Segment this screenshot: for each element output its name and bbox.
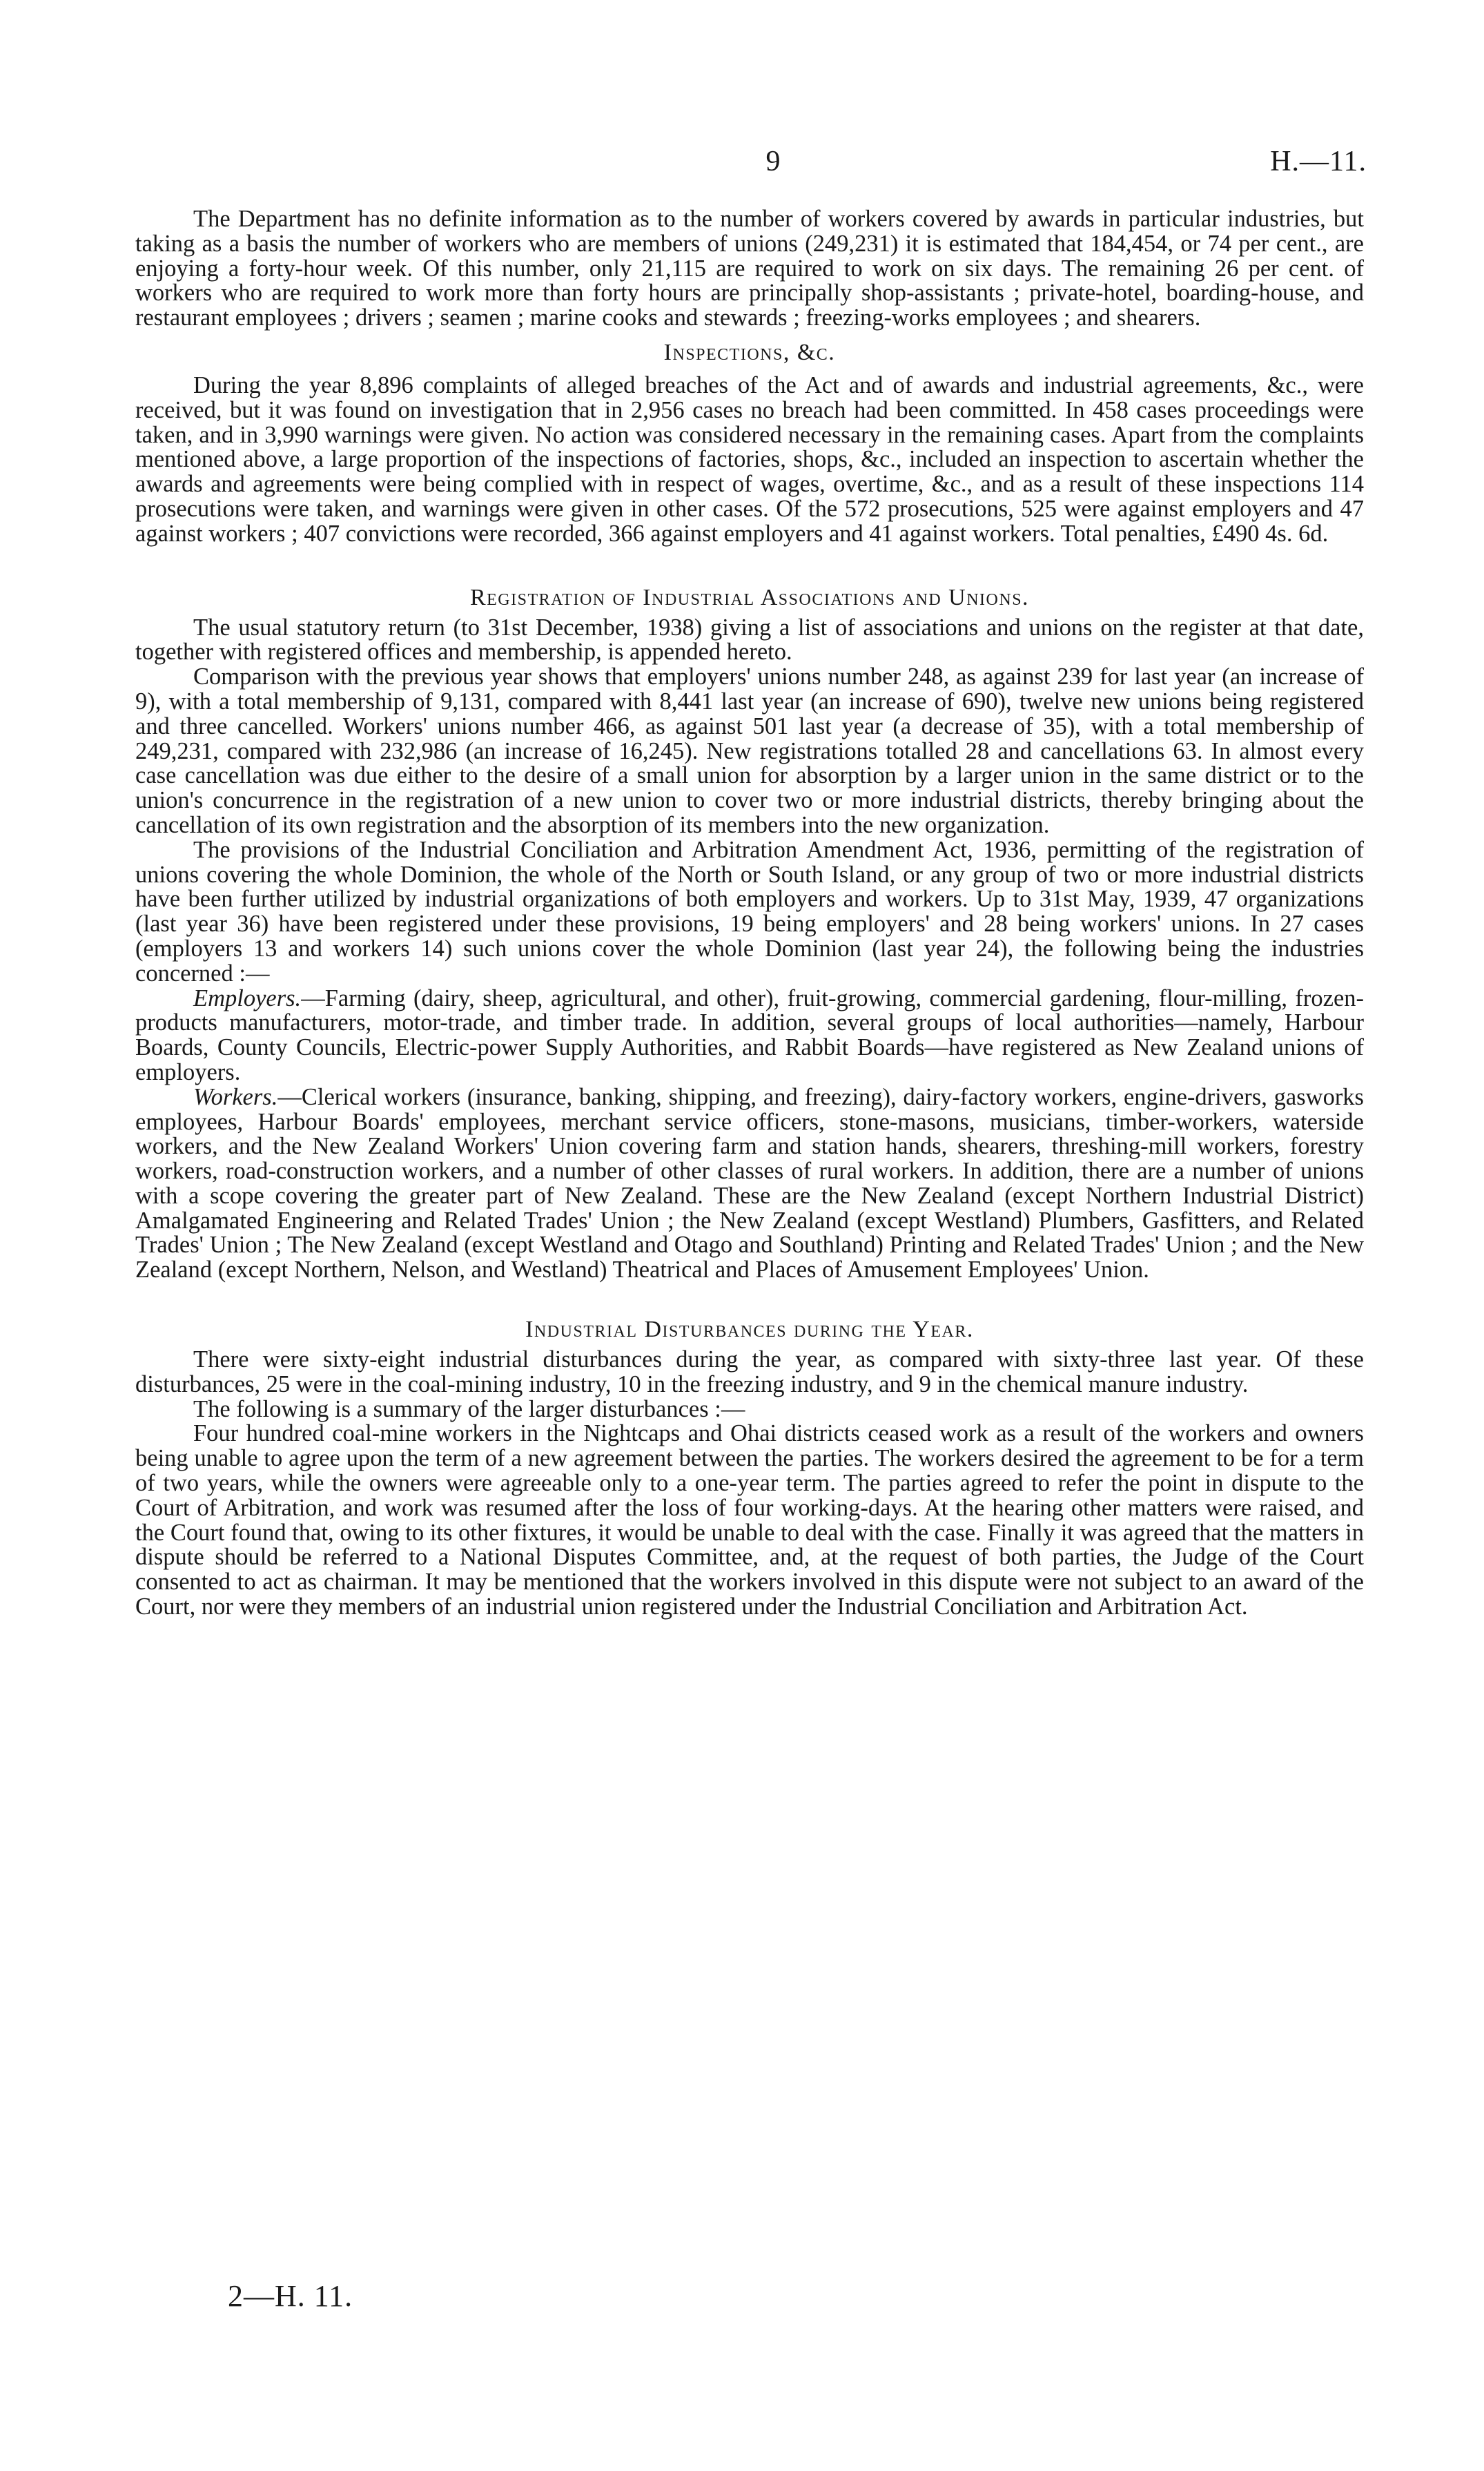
workers-text: —Clerical workers (insurance, banking, shipping, and freezing), dairy-factory workers, engine-drivers, gasworks employees, Harbour Boards' employees, merchant service officers, stone-masons, musicians, timber-workers, waterside workers, and the New Zealand Workers' Union covering farm and station hands, shearers, threshing-mill workers, forestry workers, road-construction workers, and a number of other classes of rural workers. In addition, there are a number of unions with a scope covering the greater part of New Zealand. These are the New Zealand (except Northern Industrial District) Amalgamated Engineering and Related Trades' Union ; the New Zealand (except Westland) Plumbers, Gasfitters, and Related Trades' Union ; The New Zealand (except Westland and Otago and Southland) Printing and Related Trades' Union ; and the New Zealand (except Northern, Nelson, and Westland) Theatrical and Places of Amusement Employees' Union. <box>135 1083 1364 1283</box>
document-body <box>135 207 1364 1620</box>
paragraph-inspections: During the year 8,896 complaints of alleged breaches of the Act and of awards and industrial agreements, &c., were received, but it was found on investigation that in 2,956 cases no breach had been committed. In 458 cases proceedings were taken, and in 3,990 warnings were given. No action was considered necessary in the remaining cases. Apart from the complaints mentioned above, a large proportion of the inspections of factories, shops, &c., included an inspection to ascertain whether the awards and agreements were being complied with in respect of wages, overtime, &c., and as a result of these inspections 114 prosecutions were taken, and warnings were given in other cases. Of the 572 prosecutions, 525 were against employers and 47 against workers ; 407 convictions were recorded, 366 against employers and 41 against workers. Total penalties, £490 4s. 6d. <box>135 371 1364 547</box>
heading-registration: Registration of Industrial Associations and Unions. <box>469 584 1030 610</box>
paragraph-forty-hour-week: The Department has no definite information as to the number of workers covered by awards in particular industries, but taking as a basis the number of workers who are members of unions (249,231) it is estimated that 184,454, or 74 per cent., are enjoying a forty-hour week. Of this number, only 21,115 are required to work on six days. The remaining 26 per cent. of workers who are required to work more than forty hours are principally shop-assistants ; private-hotel, boarding-house, and restaurant employees ; drivers ; seamen ; marine cooks and stewards ; freezing-works employees ; and shearers. <box>135 206 1364 331</box>
paragraph-statutory-return: The usual statutory return (to 31st December, 1938) giving a list of associations and unions on the register at that date, together with registered offices and membership, is appended hereto. <box>135 614 1364 666</box>
paragraph-provisions: The provisions of the Industrial Conciliation and Arbitration Amendment Act, 1936, permitting of the registration of unions covering the whole Dominion, the whole of the North or South Island, or any group of two or more industrial districts have been further utilized by industrial organizations of both employers and workers. Up to 31st May, 1939, 47 organizations (last year 36) have been registered under these provisions, 19 being employers' and 28 being workers' unions. In 27 cases (employers 13 and workers 14) such unions cover the whole Dominion (last year 24), the following being the industries concerned :— <box>135 836 1364 987</box>
workers-label: Workers. <box>193 1083 278 1110</box>
paragraph-comparison: Comparison with the previous year shows that employers' unions number 248, as against 239 for last year (an increase of 9), with a total membership of 9,131, compared with 8,441 last year (an increase of 690), twelve new unions being registered and three cancelled. Workers' unions number 466, as against 501 last year (a decrease of 35), with a total membership of 249,231, compared with 232,986 (an increase of 16,245). New registrations totalled 28 and cancellations 63. In almost every case cancellation was due either to the desire of a small union for absorption by a larger union in the same district or to the union's concurrence in the registration of a new union to cover two or more industrial districts, thereby bringing about the cancellation of its own registration and the absorption of its members into the new organization. <box>135 663 1364 838</box>
heading-inspections: Inspections, &c. <box>663 339 836 365</box>
paragraph-disturbances-count: There were sixty-eight industrial disturbances during the year, as compared with sixty-three last year. Of these disturbances, 25 were in the coal-mining industry, 10 in the freezing industry, and 9 in the chemical manure industry. <box>135 1346 1364 1397</box>
heading-disturbances: Industrial Disturbances during the Year. <box>525 1317 974 1343</box>
signature-mark: 2—H. 11. <box>228 2279 353 2313</box>
paragraph-summary-intro: The following is a summary of the larger disturbances :— <box>193 1395 745 1422</box>
page-header <box>179 145 1367 186</box>
page-number: 9 <box>765 146 781 177</box>
paragraph-workers <box>135 1085 1364 1283</box>
paragraph-employers <box>135 987 1364 1085</box>
document-code: H.—11. <box>1270 146 1367 177</box>
paragraph-coal-mine-dispute: Four hundred coal-mine workers in the Nightcaps and Ohai districts ceased work as a result of the workers and owners being unable to agree upon the term of a new agreement between the parties. The workers desired the agreement to be for a term of two years, while the owners were agreeable only to a one-year term. The parties agreed to refer the point in dispute to the Court of Arbitration, and work was resumed after the loss of four working-days. At the hearing other matters were raised, and the Court found that, owing to its other fixtures, it would be unable to deal with the case. Finally it was agreed that the matters in dispute should be referred to a National Disputes Committee, and, at the request of both parties, the Judge of the Court consented to act as chairman. It may be mentioned that the workers involved in this dispute were not subject to an award of the Court, nor were they members of an industrial union registered under the Industrial Conciliation and Arbitration Act. <box>135 1420 1364 1620</box>
employers-text: —Farming (dairy, sheep, agricultural, and other), fruit-growing, commercial gardening, flour-milling, frozen-products manufacturers, motor-trade, and timber trade. In addition, several groups of local authorities—namely, Harbour Boards, County Councils, Electric-power Supply Authorities, and Rabbit Boards—have registered as New Zealand unions of employers. <box>135 985 1364 1085</box>
employers-label: Employers. <box>193 985 302 1011</box>
